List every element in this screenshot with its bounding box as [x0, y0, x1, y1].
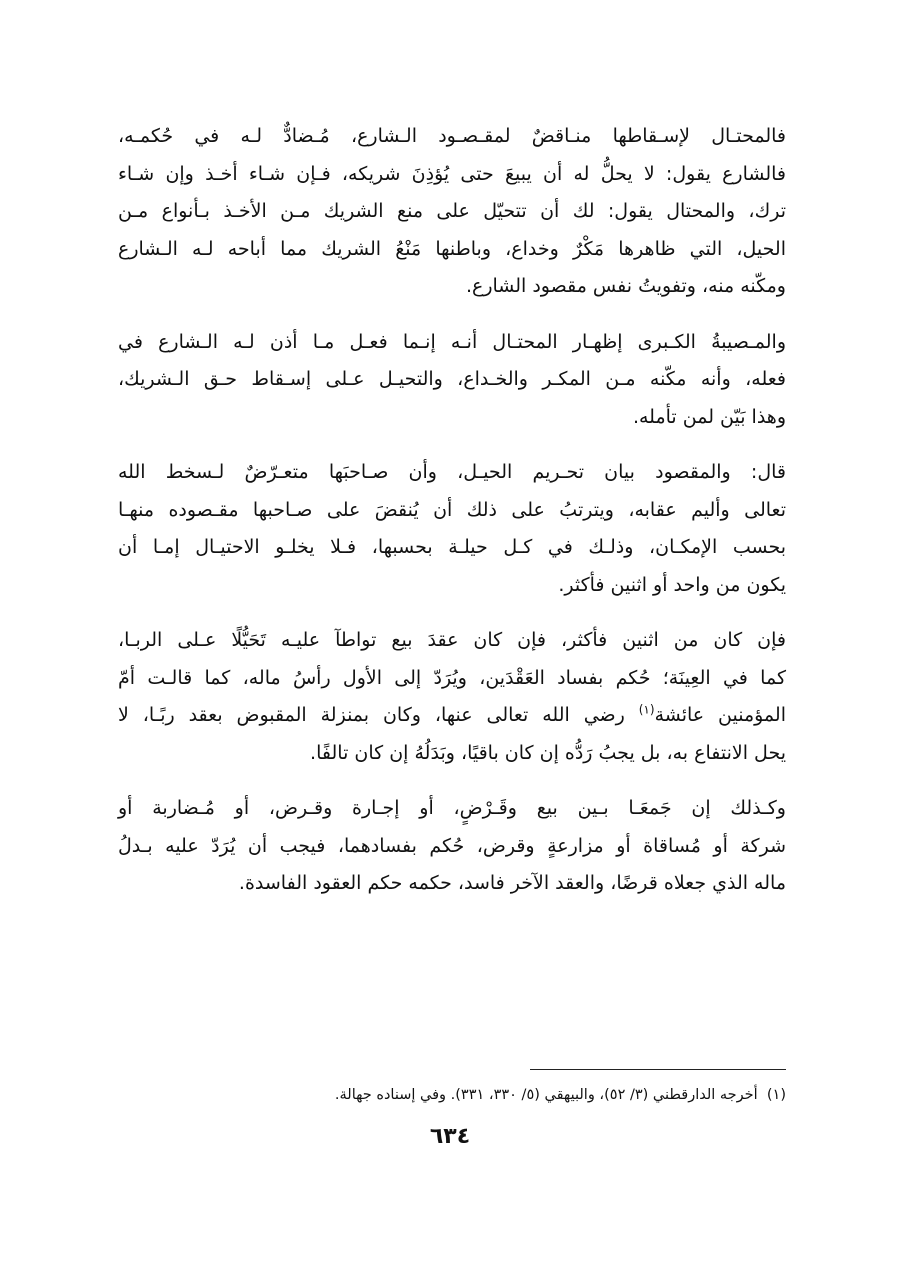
paragraph-line: فالمحتـال لإسـقاطها منـاقضٌ لمقـصـود الـشارع، مُـضادٌّ لـه في حُكمـه، — [118, 125, 786, 147]
paragraph-line-start: المؤمنين عائشة — [654, 704, 786, 726]
paragraph-line: الحيل، التي ظاهرها مَكْرٌ وخداع، وباطنها مَنْعُ الشريك مما أباحه لـه الـشارع — [118, 237, 786, 260]
paragraph-line: والمـصيبةُ الكـبرى إظهـار المحتـال أنـه إنـما فعـل مـا أذن لـه الـشارع في — [118, 330, 786, 353]
paragraph-line: تعالى وأليم عقابه، ويترتبُ على ذلك أن يُنقضَ على صـاحبها مقـصوده منهـا — [118, 498, 786, 521]
paragraph-line: وهذا بَيّن لمن تأمله. — [632, 405, 786, 428]
paragraph-line: فالشارع يقول: لا يحلُّ له أن يبيعَ حتى يُؤذِنَ شريكه، فـإن شـاء أخـذ وإن شـاء — [118, 162, 786, 185]
paragraph-line-end: رضي الله تعالى عنها، وكان بمنزلة المقبوض بعقد ربًـا، لا — [118, 704, 639, 726]
paragraph-line: فعله، وأنه مكّنه مـن المكـر والخـداع، والتحيـل عـلى إسـقاط حـق الـشريك، — [118, 368, 786, 390]
paragraph-line: ماله الذي جعلاه قرضًا، والعقد الآخر فاسد، حكمه حكم العقود الفاسدة. — [238, 872, 786, 894]
paragraph-line: شركة أو مُساقاة أو مزارعةٍ وقرض، حُكم بفسادهما، فيجب أن يُرَدّ عليه بـدلُ — [118, 834, 786, 857]
paragraph-line: يحل الانتفاع به، بل يجبُ رَدُّه إن كان باقيًا، وبَدَلُهُ إن كان تالفًا. — [310, 741, 786, 764]
paragraph-line: فإن كان من اثنين فأكثر، فإن كان عقدَ بيع تواطآ عليـه تَحَيُّلًا عـلى الربـا، — [118, 629, 786, 651]
page-number: ٦٣٤ — [429, 1124, 471, 1149]
paragraph-line: كما في العِينَة؛ حُكم بفساد العَقْدَين، ويُرَدّ إلى الأول رأسُ ماله، كما قالـت أمّ — [118, 666, 786, 689]
page-body — [118, 118, 786, 921]
footnote-text: أخرجه الدارقطني (٣/ ٥٢)، والبيهقي (٥/ ٣٣٠، ٣٣١). وفي إسناده جهالة. — [334, 1087, 758, 1103]
footnote-reference[interactable]: (١) — [638, 702, 655, 717]
paragraph-line: ومكّنه منه، وتفويتُ نفس مقصود الشارع. — [465, 275, 786, 297]
paragraph-line: يكون من واحد أو اثنين فأكثر. — [558, 573, 786, 596]
paragraph-line: بحسب الإمكـان، وذلـك في كـل حيلـة بحسبها، فـلا يخلـو الاحتيـال إمـا أن — [118, 536, 786, 558]
paragraph-1 — [118, 118, 786, 306]
footnote — [118, 1080, 786, 1110]
footnote-separator — [530, 1069, 786, 1070]
paragraph-line: قال: والمقصود بيان تحـريم الحيـل، وأن صـاحبَها متعـرّضٌ لـسخط الله — [118, 461, 786, 483]
paragraph-5 — [118, 790, 786, 903]
paragraph-line: وكـذلك إن جَمعَـا بـين بيع وقَـرْضٍ، أو إجـارة وقـرض، أو مُـضاربة أو — [118, 797, 786, 819]
footnote-marker: (١) — [766, 1087, 786, 1103]
paragraph-line-with-footnote — [118, 697, 786, 735]
paragraph-2 — [118, 324, 786, 437]
paragraph-3 — [118, 454, 786, 604]
paragraph-4 — [118, 622, 786, 772]
paragraph-line: ترك، والمحتال يقول: لك أن تتحيّل على منع الشريك مـن الأخـذ بـأنواع مـن — [118, 200, 786, 222]
